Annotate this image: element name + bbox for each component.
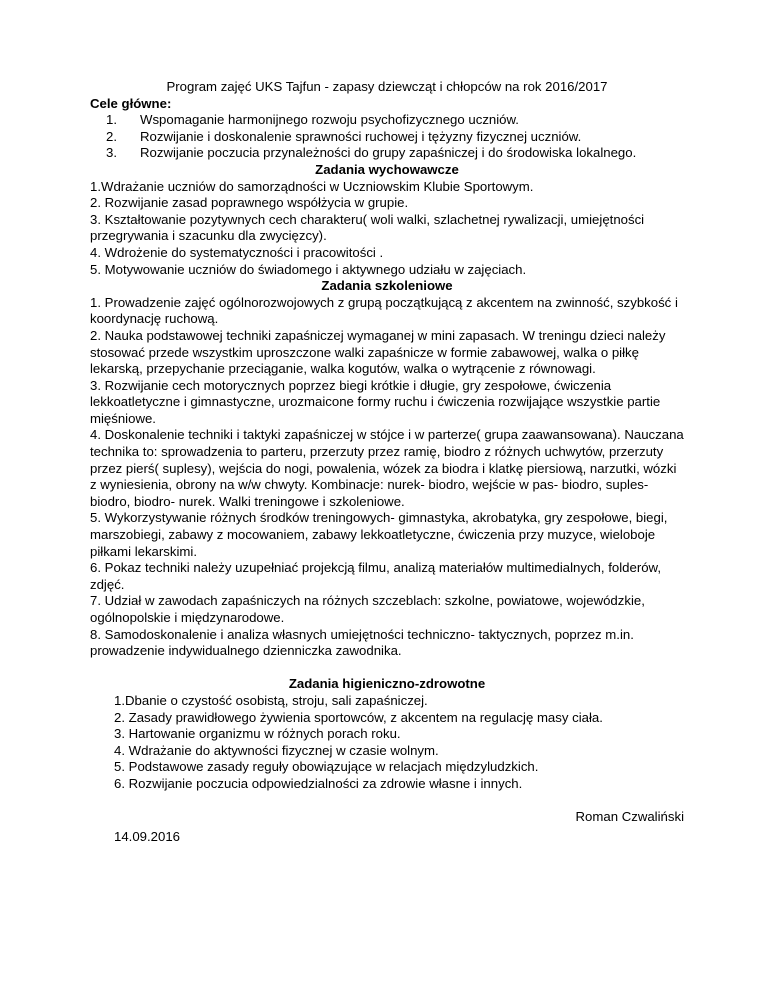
hygiene-item: 3. Hartowanie organizmu w różnych porach roku.: [114, 726, 401, 742]
goal-item: [90, 112, 684, 129]
educational-item: 5. Motywowanie uczniów do świadomego i aktywnego udziału w zajęciach.: [90, 261, 527, 277]
educational-heading: Zadania wychowawcze: [315, 161, 459, 177]
training-item: 7. Udział w zawodach zapaśniczych na różnych szczeblach: szkolne, powiatowe, wojewódzkie, ogólnopolskie i międzynarodowe.: [90, 593, 645, 625]
section-spacer: [90, 660, 684, 677]
educational-item: 4. Wdrożenie do systematyczności i pracowitości .: [90, 244, 384, 260]
training-item: 2. Nauka podstawowej techniki zapaśniczej wymaganej w mini zapasach. W treningu dzieci należy stosować przede wszystkim uproszczone walki zapaśnicze w formie zabawowej, walka o piłkę lekarską, przepychanie przeciąganie, walka kogutów, walka o wytrącenie z równowagi.: [90, 327, 666, 377]
hygiene-item: 2. Zasady prawidłowego żywienia sportowców, z akcentem na regulację masy ciała.: [114, 709, 603, 725]
training-item: 5. Wykorzystywanie różnych środków treningowych- gimnastyka, akrobatyka, gry zespołowe, biegi, marszobiegi, zabawy z mocowaniem, zabawy lekkoatletyczne, ćwiczenia przy muzyce, wieloboje piłkami lekarskimi.: [90, 510, 668, 559]
goals-heading: Cele główne:: [90, 95, 172, 111]
document-page: [90, 79, 684, 845]
training-item: 4. Doskonalenie techniki i taktyki zapaśniczej w stójce i w parterze( grupa zaawansowana). Nauczana technika to: sprowadzenia to parteru, przerzuty przez ramię, biodro z różnych uchwytów, przerzuty przez pierś( suplesy), wejścia do nogi, powalenia, wózek za biodra i klatkę piersiową, narzutki, wózki z wyniesienia, obrony na w/w chwyty. Kombinacje: nurek- biodro, wejście w pas- biodro, suples- biodro, biodro- nurek. Walki treningowe i szkoleniowe.: [90, 427, 684, 509]
educational-item: 2. Rozwijanie zasad poprawnego współżycia w grupie.: [90, 195, 409, 211]
hygiene-item: 4. Wdrażanie do aktywności fizycznej w czasie wolnym.: [114, 742, 439, 758]
hygiene-list: [90, 693, 684, 793]
training-item: 1. Prowadzenie zajęć ogólnorozwojowych z grupą początkującą z akcentem na zwinność, szybkość i koordynację ruchową.: [90, 294, 678, 327]
training-item: 3. Rozwijanie cech motorycznych poprzez biegi krótkie i długie, gry zespołowe, ćwiczenia lekkoatletyczne i gimnastyczne, urozmaicone formy ruchu i ćwiczenia rozwijające wszystkie partie mięśniowe.: [90, 377, 661, 426]
document-date: 14.09.2016: [114, 828, 181, 844]
educational-item: 1.Wdrażanie uczniów do samorządności w Uczniowskim Klubie Sportowym.: [90, 178, 534, 194]
goal-item: [90, 129, 684, 146]
hygiene-heading: Zadania higieniczno-zdrowotne: [288, 676, 486, 692]
goal-number: 2.: [106, 128, 117, 144]
goal-text: Rozwijanie poczucia przynależności do grupy zapaśniczej i do środowiska lokalnego.: [140, 145, 637, 161]
goal-number: 1.: [106, 112, 117, 128]
author-signature: Roman Czwaliński: [575, 809, 684, 825]
goals-list: [90, 112, 684, 162]
hygiene-item: 1.Dbanie o czystość osobistą, stroju, sali zapaśniczej.: [114, 692, 428, 708]
training-item: 8. Samodoskonalenie i analiza własnych umiejętności techniczno- taktycznych, poprzez m.in. prowadzenie indywidualnego dzienniczka zawodnika.: [90, 626, 634, 659]
document-title: Program zajęć UKS Tajfun - zapasy dziewcząt i chłopców na rok 2016/2017: [166, 79, 608, 94]
hygiene-item: 6. Rozwijanie poczucia odpowiedzialności za zdrowie własne i innych.: [114, 775, 523, 791]
goal-text: Wspomaganie harmonijnego rozwoju psychofizycznego uczniów.: [140, 112, 519, 128]
goal-number: 3.: [106, 145, 117, 161]
training-item: 6. Pokaz techniki należy uzupełniać projekcją filmu, analizą materiałów multimedialnych, folderów, zdjęć.: [90, 560, 662, 592]
goal-item: [90, 145, 684, 162]
training-heading: Zadania szkoleniowe: [321, 278, 453, 294]
educational-item: 3. Kształtowanie pozytywnych cech charakteru( woli walki, szlachetnej rywalizacji, umiejętności przegrywania i szacunku dla zwycięzcy).: [90, 211, 645, 244]
hygiene-item: 5. Podstawowe zasady reguły obowiązujące w relacjach międzyludzkich.: [114, 759, 539, 775]
goal-text: Rozwijanie i doskonalenie sprawności ruchowej i tężyzny fizycznej uczniów.: [140, 128, 582, 144]
